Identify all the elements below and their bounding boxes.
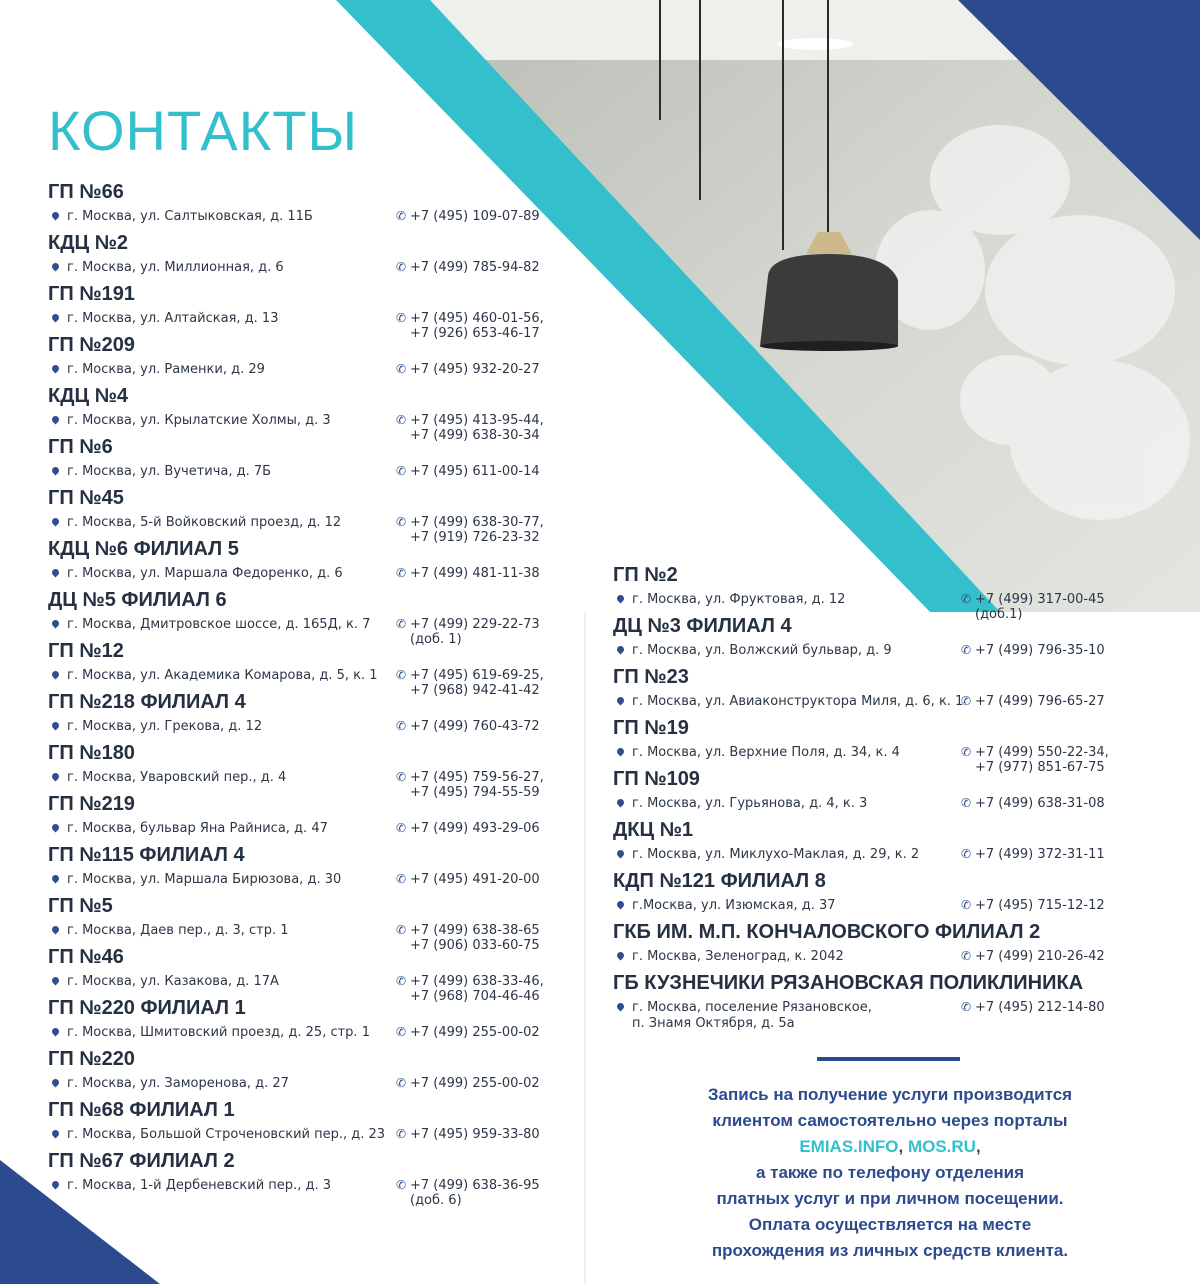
phone-icon: ✆ [961, 949, 972, 963]
clinic-name: ГП №209 [48, 334, 135, 356]
clinic-phones [396, 719, 540, 734]
phone-icon: ✆ [396, 311, 407, 325]
notice-line-6: Оплата осуществляется на месте [748, 1215, 1032, 1234]
address-line: г. Москва, Зеленоград, к. 2042 [632, 949, 844, 964]
map-pin-icon [51, 313, 61, 323]
notice-line-4: а также по телефону отделения [755, 1163, 1025, 1182]
map-pin-icon [51, 772, 61, 782]
booking-notice [630, 1082, 1150, 1264]
clinic-name: ГП №5 [48, 895, 113, 917]
phone-number[interactable]: +7 (499) 638-30-77, [410, 515, 544, 530]
clinic-address [48, 566, 343, 582]
phone-number[interactable]: +7 (968) 704-46-46 [410, 989, 540, 1004]
contact-entry [48, 690, 548, 741]
clinic-address [48, 668, 378, 684]
phone-number[interactable]: (доб. 1) [410, 632, 462, 647]
clinic-name: ГБ КУЗНЕЧИКИ РЯЗАНОВСКАЯ ПОЛИКЛИНИКА [613, 972, 1084, 994]
clinic-name: ГП №45 [48, 487, 124, 509]
clinic-name: ГП №219 [48, 793, 135, 815]
clinic-address [613, 592, 845, 608]
clinic-address [48, 1025, 370, 1041]
map-pin-icon [51, 976, 61, 986]
address-line: г. Москва, ул. Миклухо-Маклая, д. 29, к. 2 [632, 847, 920, 862]
clinic-name: ГП №6 [48, 436, 113, 458]
notice-separator: , [898, 1137, 908, 1156]
address-line: г. Москва, Уваровский пер., д. 4 [67, 770, 287, 785]
phone-icon: ✆ [396, 668, 407, 682]
phone-number[interactable]: +7 (495) 460-01-56, [410, 311, 544, 326]
clinic-address [48, 821, 328, 837]
address-line: г. Москва, ул. Крылатские Холмы, д. 3 [67, 413, 331, 428]
contacts-list-right [613, 563, 1113, 1031]
phone-number[interactable]: +7 (499) 317-00-45 [975, 592, 1105, 607]
notice-line-1: Запись на получение услуги производится [707, 1085, 1073, 1104]
phone-number[interactable]: +7 (499) 638-36-95 [410, 1178, 540, 1193]
phone-number[interactable]: +7 (495) 212-14-80 [975, 1000, 1105, 1015]
address-line: г. Москва, ул. Алтайская, д. 13 [67, 311, 279, 326]
phone-icon: ✆ [396, 974, 407, 988]
clinic-address [48, 872, 341, 888]
address-line: г. Москва, Большой Строченовский пер., д. 23 [67, 1127, 386, 1142]
phone-number[interactable]: +7 (499) 255-00-02 [410, 1076, 540, 1091]
contact-entry [613, 665, 1113, 716]
clinic-phones [396, 1178, 540, 1208]
phone-number[interactable]: +7 (499) 481-11-38 [410, 566, 540, 581]
clinic-name: КДП №121 ФИЛИАЛ 8 [613, 870, 826, 892]
clinic-phones [961, 643, 1105, 658]
map-pin-icon [616, 645, 626, 655]
notice-comma: , [975, 1137, 981, 1156]
address-line: г. Москва, 5-й Войковский проезд, д. 12 [67, 515, 342, 530]
clinic-address [48, 1127, 385, 1143]
clinic-name: ГП №19 [613, 717, 689, 739]
contact-entry [48, 333, 548, 384]
page-title: КОНТАКТЫ [48, 99, 359, 162]
clinic-name: ГП №67 ФИЛИАЛ 2 [48, 1150, 235, 1172]
clinic-address [48, 260, 284, 276]
phone-icon: ✆ [396, 923, 407, 937]
map-pin-icon [51, 1129, 61, 1139]
phone-icon: ✆ [961, 898, 972, 912]
map-pin-icon [51, 262, 61, 272]
notice-line-3 [630, 1134, 1150, 1160]
address-line: г. Москва, ул. Волжский бульвар, д. 9 [632, 643, 892, 658]
address-line: г. Москва, 1-й Дербеневский пер., д. 3 [67, 1178, 331, 1193]
phone-number[interactable]: +7 (977) 851-67-75 [975, 760, 1105, 775]
contact-entry [613, 563, 1113, 622]
phone-icon: ✆ [396, 413, 407, 427]
contact-entry [48, 537, 548, 588]
contact-entry [48, 282, 548, 341]
map-pin-icon [51, 874, 61, 884]
map-pin-icon [51, 1027, 61, 1037]
map-pin-icon [51, 517, 61, 527]
clinic-address [613, 898, 836, 914]
phone-number[interactable]: +7 (499) 229-22-73 [410, 617, 540, 632]
contact-entry [613, 767, 1113, 818]
clinic-address [48, 923, 289, 939]
contact-entry [613, 818, 1113, 869]
map-pin-icon [51, 1180, 61, 1190]
clinic-address [613, 796, 867, 812]
map-pin-icon [51, 415, 61, 425]
address-line: г.Москва, ул. Изюмская, д. 37 [632, 898, 836, 913]
phone-icon: ✆ [961, 745, 972, 759]
contact-entry [48, 588, 548, 647]
phone-number[interactable]: +7 (499) 796-35-10 [975, 643, 1105, 658]
map-pin-icon [616, 798, 626, 808]
contact-entry [48, 486, 548, 545]
phone-icon: ✆ [961, 643, 972, 657]
phone-number[interactable]: +7 (499) 638-38-65 [410, 923, 540, 938]
address-line: г. Москва, ул. Раменки, д. 29 [67, 362, 265, 377]
clinic-address [613, 745, 900, 761]
map-pin-icon [616, 594, 626, 604]
clinic-name: ГП №2 [613, 564, 678, 586]
phone-number[interactable]: +7 (919) 726-23-32 [410, 530, 540, 545]
contact-entry [48, 1047, 548, 1098]
phone-number[interactable]: +7 (499) 255-00-02 [410, 1025, 540, 1040]
phone-icon: ✆ [396, 821, 407, 835]
clinic-name: ГП №180 [48, 742, 135, 764]
clinic-name: ГП №109 [613, 768, 700, 790]
clinic-name: ГП №66 [48, 181, 124, 203]
phone-icon: ✆ [396, 515, 407, 529]
address-line: п. Знамя Октября, д. 5а [632, 1016, 795, 1031]
phone-icon: ✆ [396, 1127, 407, 1141]
phone-number[interactable]: (доб. 6) [410, 1193, 462, 1208]
phone-number[interactable]: +7 (499) 493-29-06 [410, 821, 540, 836]
phone-number[interactable]: +7 (495) 932-20-27 [410, 362, 540, 377]
phone-icon: ✆ [396, 719, 407, 733]
notice-line-5: платных услуг и при личном посещении. [716, 1189, 1064, 1208]
clinic-address [48, 974, 279, 990]
phone-number[interactable]: +7 (499) 760-43-72 [410, 719, 540, 734]
notice-line-2: клиентом самостоятельно через порталы [712, 1111, 1068, 1130]
clinic-address [48, 464, 271, 480]
map-pin-icon [51, 619, 61, 629]
clinic-name: ГП №12 [48, 640, 124, 662]
phone-number[interactable]: +7 (499) 372-31-11 [975, 847, 1105, 862]
contact-entry [613, 716, 1113, 775]
phone-icon: ✆ [396, 770, 407, 784]
contact-entry [613, 971, 1113, 1031]
clinic-phones [961, 1000, 1105, 1015]
clinic-address [48, 1178, 331, 1194]
clinic-address [48, 362, 265, 378]
clinic-name: ГП №220 [48, 1048, 135, 1070]
phone-number[interactable]: +7 (495) 759-56-27, [410, 770, 544, 785]
phone-number[interactable]: +7 (495) 619-69-25, [410, 668, 544, 683]
clinic-address [48, 719, 262, 735]
phone-number[interactable]: +7 (495) 611-00-14 [410, 464, 540, 479]
phone-number[interactable]: +7 (968) 942-41-42 [410, 683, 540, 698]
map-pin-icon [51, 466, 61, 476]
map-pin-icon [616, 951, 626, 961]
phone-icon: ✆ [396, 872, 407, 886]
map-pin-icon [51, 670, 61, 680]
emias-link[interactable]: EMIAS.INFO [799, 1137, 899, 1156]
address-line: г. Москва, Даев пер., д. 3, стр. 1 [67, 923, 289, 938]
clinic-name: ГП №46 [48, 946, 124, 968]
contact-entry [48, 1098, 548, 1149]
address-line: г. Москва, ул. Фруктовая, д. 12 [632, 592, 846, 607]
address-line: г. Москва, ул. Гурьянова, д. 4, к. 3 [632, 796, 868, 811]
clinic-address [613, 1000, 872, 1032]
address-line: г. Москва, поселение Рязановское, [632, 1000, 872, 1015]
clinic-name: ГП №23 [613, 666, 689, 688]
clinic-name: ГП №115 ФИЛИАЛ 4 [48, 844, 245, 866]
phone-number[interactable]: +7 (499) 796-65-27 [975, 694, 1105, 709]
clinic-name: ДЦ №5 ФИЛИАЛ 6 [48, 589, 227, 611]
clinic-address [613, 643, 892, 659]
clinic-phones [961, 796, 1105, 811]
clinic-address [613, 694, 963, 710]
map-pin-icon [51, 211, 61, 221]
contact-entry [613, 614, 1113, 665]
clinic-phones [961, 847, 1105, 862]
phone-number[interactable]: (доб.1) [975, 607, 1023, 622]
clinic-name: КДЦ №2 [48, 232, 129, 254]
phone-number[interactable]: +7 (495) 794-55-59 [410, 785, 540, 800]
clinic-phones [396, 566, 540, 581]
address-line: г. Москва, ул. Грекова, д. 12 [67, 719, 263, 734]
phone-icon: ✆ [396, 1025, 407, 1039]
clinic-phones [396, 1127, 540, 1142]
mos-link[interactable]: MOS.RU [907, 1137, 976, 1156]
contact-entry [613, 920, 1113, 971]
phone-number[interactable]: +7 (495) 715-12-12 [975, 898, 1105, 913]
contact-entry [613, 869, 1113, 920]
clinic-address [48, 617, 370, 633]
address-line: г. Москва, ул. Академика Комарова, д. 5, к. 1 [67, 668, 378, 683]
phone-icon: ✆ [396, 362, 407, 376]
map-pin-icon [616, 747, 626, 757]
phone-icon: ✆ [396, 260, 407, 274]
phone-number[interactable]: +7 (499) 785-94-82 [410, 260, 540, 275]
notice-line-7: прохождения из личных средств клиента. [711, 1241, 1069, 1260]
clinic-address [48, 311, 278, 327]
contact-entry [48, 792, 548, 843]
clinic-name: ГКБ ИМ. М.П. КОНЧАЛОВСКОГО ФИЛИАЛ 2 [613, 921, 1041, 943]
clinic-name: ГП №191 [48, 283, 135, 305]
phone-number[interactable]: +7 (495) 109-07-89 [410, 209, 540, 224]
phone-number[interactable]: +7 (499) 638-30-34 [410, 428, 540, 443]
phone-number[interactable]: +7 (499) 638-31-08 [975, 796, 1105, 811]
phone-number[interactable]: +7 (499) 210-26-42 [975, 949, 1105, 964]
clinic-address [613, 847, 919, 863]
address-line: г. Москва, ул. Маршала Федоренко, д. 6 [67, 566, 343, 581]
contact-entry [48, 996, 548, 1047]
address-line: г. Москва, бульвар Яна Райниса, д. 47 [67, 821, 328, 836]
clinic-phones [396, 362, 540, 377]
contact-entry [48, 231, 548, 282]
clinic-phones [396, 464, 540, 479]
clinic-phones [396, 260, 540, 275]
map-pin-icon [616, 900, 626, 910]
clinic-address [48, 209, 313, 225]
clinic-name: ДКЦ №1 [613, 819, 694, 841]
clinic-name: КДЦ №4 [48, 385, 129, 407]
phone-number[interactable]: +7 (495) 413-95-44, [410, 413, 544, 428]
contact-entry [48, 1149, 548, 1208]
clinic-name: ГП №218 ФИЛИАЛ 4 [48, 691, 246, 713]
contact-entry [48, 843, 548, 894]
clinic-phones [396, 1076, 540, 1091]
phone-icon: ✆ [396, 209, 407, 223]
phone-number[interactable]: +7 (906) 033-60-75 [410, 938, 540, 953]
address-line: г. Москва, Дмитровское шоссе, д. 165Д, к. 7 [67, 617, 371, 632]
address-line: г. Москва, ул. Маршала Бирюзова, д. 30 [67, 872, 342, 887]
clinic-phones [961, 898, 1105, 913]
address-line: г. Москва, ул. Казакова, д. 17А [67, 974, 279, 989]
contact-entry [48, 945, 548, 1004]
map-pin-icon [51, 364, 61, 374]
phone-icon: ✆ [396, 1076, 407, 1090]
contacts-list-left [48, 180, 548, 1208]
phone-number[interactable]: +7 (499) 550-22-34, [975, 745, 1109, 760]
clinic-phones [396, 1025, 540, 1040]
clinic-address [48, 413, 331, 429]
phone-icon: ✆ [961, 694, 972, 708]
contact-entry [48, 180, 548, 231]
phone-icon: ✆ [396, 1178, 407, 1192]
phone-icon: ✆ [961, 847, 972, 861]
contact-entry [48, 435, 548, 486]
address-line: г. Москва, Шмитовский проезд, д. 25, стр. 1 [67, 1025, 370, 1040]
clinic-phones [396, 209, 540, 224]
address-line: г. Москва, ул. Вучетича, д. 7Б [67, 464, 272, 479]
clinic-address [48, 770, 286, 786]
map-pin-icon [616, 849, 626, 859]
map-pin-icon [51, 823, 61, 833]
map-pin-icon [616, 1002, 626, 1012]
clinic-name: ДЦ №3 ФИЛИАЛ 4 [613, 615, 792, 637]
contact-entry [48, 384, 548, 443]
address-line: г. Москва, ул. Салтыковская, д. 11Б [67, 209, 313, 224]
clinic-phones [961, 949, 1105, 964]
clinic-phones [396, 872, 540, 887]
map-pin-icon [51, 568, 61, 578]
section-divider [817, 1057, 960, 1061]
phone-number[interactable]: +7 (495) 959-33-80 [410, 1127, 540, 1142]
phone-icon: ✆ [396, 566, 407, 580]
phone-icon: ✆ [396, 464, 407, 478]
map-pin-icon [616, 696, 626, 706]
contact-entry [48, 741, 548, 800]
phone-number[interactable]: +7 (495) 491-20-00 [410, 872, 540, 887]
phone-number[interactable]: +7 (499) 638-33-46, [410, 974, 544, 989]
clinic-name: ГП №68 ФИЛИАЛ 1 [48, 1099, 235, 1121]
address-line: г. Москва, ул. Авиаконструктора Миля, д. 6, к. 1 [632, 694, 964, 709]
clinic-address [48, 1076, 289, 1092]
map-pin-icon [51, 721, 61, 731]
address-line: г. Москва, ул. Миллионная, д. 6 [67, 260, 284, 275]
phone-number[interactable]: +7 (926) 653-46-17 [410, 326, 540, 341]
clinic-name: ГП №220 ФИЛИАЛ 1 [48, 997, 246, 1019]
address-line: г. Москва, ул. Заморенова, д. 27 [67, 1076, 289, 1091]
address-line: г. Москва, ул. Верхние Поля, д. 34, к. 4 [632, 745, 900, 760]
phone-icon: ✆ [961, 592, 972, 606]
clinic-phones [961, 694, 1105, 709]
contact-entry [48, 894, 548, 953]
clinic-address [48, 515, 341, 531]
map-pin-icon [51, 925, 61, 935]
phone-icon: ✆ [961, 1000, 972, 1014]
contact-entry [48, 639, 548, 698]
phone-icon: ✆ [961, 796, 972, 810]
clinic-phones [396, 821, 540, 836]
clinic-address [613, 949, 844, 965]
phone-icon: ✆ [396, 617, 407, 631]
clinic-name: КДЦ №6 ФИЛИАЛ 5 [48, 538, 239, 560]
map-pin-icon [51, 1078, 61, 1088]
